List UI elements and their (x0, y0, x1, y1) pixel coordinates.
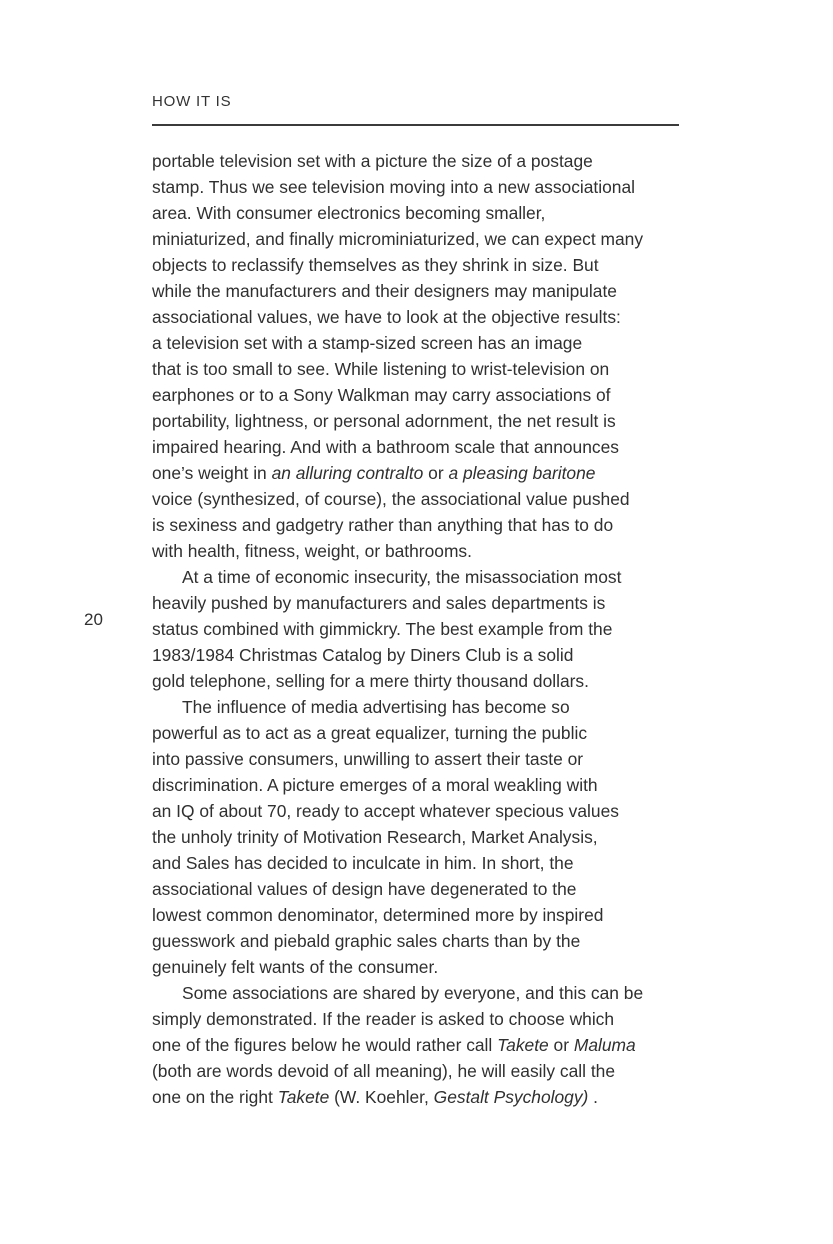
text-segment: At a time of economic insecurity, the misassociation most (182, 567, 622, 587)
text-line (152, 590, 692, 616)
text-line (152, 616, 692, 642)
text-segment: objects to reclassify themselves as they shrink in size. But (152, 255, 599, 275)
text-segment: while the manufacturers and their designers may manipulate (152, 281, 617, 301)
running-header: HOW IT IS (152, 93, 232, 110)
italic-text: Maluma (573, 1035, 636, 1055)
text-line (152, 304, 692, 330)
text-line (152, 980, 692, 1006)
text-line (152, 226, 692, 252)
text-segment: Some associations are shared by everyone, and this can be (182, 983, 644, 1003)
text-line (152, 928, 692, 954)
paragraph (152, 694, 692, 980)
text-line (152, 1084, 692, 1110)
text-segment: powerful as to act as a great equalizer, turning the public (152, 723, 588, 743)
italic-text: a pleasing baritone (448, 463, 596, 483)
text-line (152, 876, 692, 902)
text-segment: one’s weight in (152, 463, 272, 483)
text-segment: area. With consumer electronics becoming smaller, (152, 203, 546, 223)
text-segment: simply demonstrated. If the reader is asked to choose which (152, 1009, 615, 1029)
text-line (152, 1006, 692, 1032)
text-line (152, 1058, 692, 1084)
text-line (152, 278, 692, 304)
italic-text: Takete (497, 1035, 549, 1055)
text-segment: stamp. Thus we see television moving into a new associational (152, 177, 636, 197)
text-segment: miniaturized, and finally microminiaturized, we can expect many (152, 229, 644, 249)
text-segment: is sexiness and gadgetry rather than anything that has to do (152, 515, 614, 535)
text-segment: genuinely felt wants of the consumer. (152, 957, 439, 977)
text-line (152, 850, 692, 876)
text-line (152, 382, 692, 408)
text-line (152, 798, 692, 824)
text-segment: portable television set with a picture the size of a postage (152, 151, 593, 171)
text-segment: a television set with a stamp-sized screen has an image (152, 333, 583, 353)
body-text (152, 148, 692, 1110)
text-segment: discrimination. A picture emerges of a moral weakling with (152, 775, 598, 795)
text-line (152, 668, 692, 694)
text-line (152, 824, 692, 850)
text-line (152, 460, 692, 486)
paragraph (152, 148, 692, 564)
text-line (152, 408, 692, 434)
text-segment: guesswork and piebald graphic sales charts than by the (152, 931, 581, 951)
text-segment: (W. Koehler, (329, 1087, 434, 1107)
text-line (152, 252, 692, 278)
text-line (152, 772, 692, 798)
text-segment: earphones or to a Sony Walkman may carry associations of (152, 385, 611, 405)
text-segment: one on the right (152, 1087, 278, 1107)
text-line (152, 642, 692, 668)
text-segment: status combined with gimmickry. The best example from the (152, 619, 613, 639)
text-segment: (both are words devoid of all meaning), he will easily call the (152, 1061, 616, 1081)
text-line (152, 954, 692, 980)
text-segment: or (548, 1035, 574, 1055)
text-segment: gold telephone, selling for a mere thirty thousand dollars. (152, 671, 589, 691)
paragraph (152, 980, 692, 1110)
text-line (152, 512, 692, 538)
italic-text: an alluring contralto (271, 463, 424, 483)
text-line (152, 564, 692, 590)
text-segment: the unholy trinity of Motivation Research, Market Analysis, (152, 827, 598, 847)
text-line (152, 148, 692, 174)
text-line (152, 174, 692, 200)
text-line (152, 356, 692, 382)
text-line (152, 1032, 692, 1058)
text-segment: one of the figures below he would rather call (152, 1035, 498, 1055)
text-line (152, 746, 692, 772)
text-segment: with health, fitness, weight, or bathrooms. (152, 541, 472, 561)
text-segment: 1983/1984 Christmas Catalog by Diners Club is a solid (152, 645, 574, 665)
italic-text: Takete (277, 1087, 330, 1107)
text-segment: associational values of design have degenerated to the (152, 879, 577, 899)
text-line (152, 694, 692, 720)
text-segment: and Sales has decided to inculcate in him. In short, the (152, 853, 574, 873)
text-segment: or (423, 463, 449, 483)
italic-text: Gestalt Psychology) (433, 1087, 589, 1107)
text-segment: an IQ of about 70, ready to accept whatever specious values (152, 801, 619, 821)
text-segment: . (588, 1087, 598, 1107)
text-segment: voice (synthesized, of course), the associational value pushed (152, 489, 630, 509)
text-line (152, 434, 692, 460)
text-segment: impaired hearing. And with a bathroom scale that announces (152, 437, 619, 457)
text-line (152, 538, 692, 564)
text-segment: lowest common denominator, determined more by inspired (152, 905, 604, 925)
text-line (152, 330, 692, 356)
text-segment: into passive consumers, unwilling to assert their taste or (152, 749, 584, 769)
text-line (152, 720, 692, 746)
header-rule (152, 124, 679, 126)
text-segment: heavily pushed by manufacturers and sales departments is (152, 593, 606, 613)
text-segment: The influence of media advertising has become so (182, 697, 570, 717)
text-line (152, 200, 692, 226)
paragraph (152, 564, 692, 694)
text-segment: portability, lightness, or personal adornment, the net result is (152, 411, 616, 431)
text-segment: associational values, we have to look at the objective results: (152, 307, 621, 327)
text-line (152, 486, 692, 512)
page-number: 20 (84, 610, 103, 629)
text-line (152, 902, 692, 928)
text-segment: that is too small to see. While listening to wrist-television on (152, 359, 610, 379)
